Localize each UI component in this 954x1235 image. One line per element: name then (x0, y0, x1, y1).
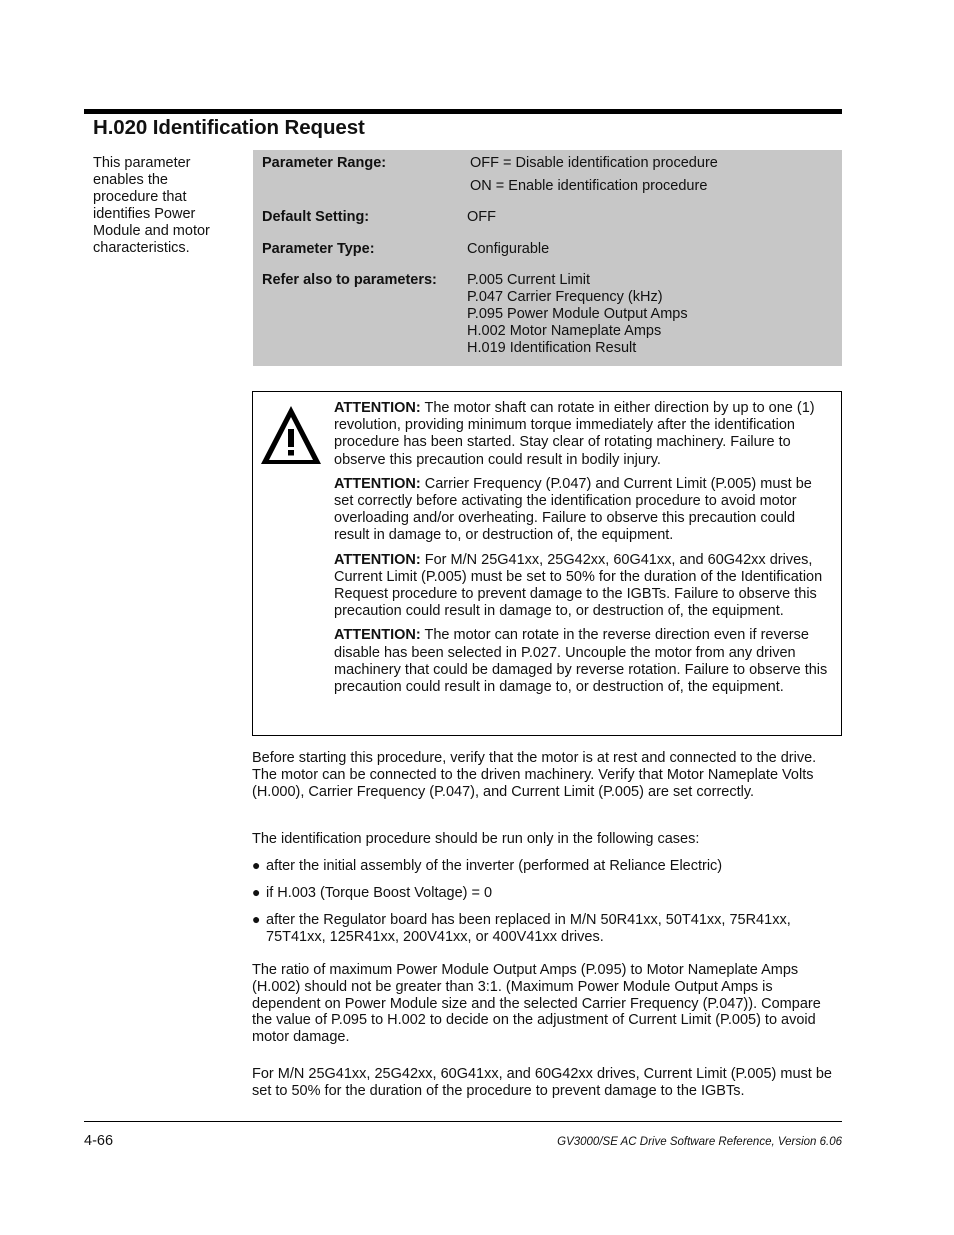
footer-doc-title: GV3000/SE AC Drive Software Reference, Version 6.06 (557, 1136, 842, 1148)
range-value-on: ON = Enable identification procedure (470, 178, 708, 194)
parameter-range-values (470, 155, 718, 195)
page-number: 4-66 (84, 1133, 114, 1149)
list-item: ● after the initial assembly of the inverter (performed at Reliance Electric) (252, 857, 723, 874)
body-paragraph: For M/N 25G41xx, 25G42xx, 60G41xx, and 60G42xx drives, Current Limit (P.005) must be set to 50% for the duration of the procedure to prevent damage to the IGBTs. (252, 1066, 832, 1099)
attention-label: ATTENTION: (334, 400, 421, 416)
parameter-range-label: Parameter Range: (262, 155, 387, 171)
attention-label: ATTENTION: (334, 475, 421, 492)
body-paragraph: Before starting this procedure, verify that the motor is at rest and connected to the drive. The motor can be connected to the driven machinery. Verify that Motor Nameplate Volts (H.000), Carrier Frequency (P.047), and Current Limit (P.005) are set correctly. (252, 750, 817, 800)
section-title: H.020 Identification Request (93, 116, 365, 139)
attention-text (334, 400, 829, 703)
attention-label: ATTENTION: (334, 627, 421, 644)
default-setting-label: Default Setting: (262, 209, 370, 225)
warning-triangle-icon (257, 400, 325, 468)
parameter-type-label: Parameter Type: (262, 241, 375, 257)
refer-item: P.005 Current Limit (467, 272, 591, 288)
parameter-type-value: Configurable (467, 241, 550, 257)
bullet-icon: ● (252, 884, 261, 900)
attention-label: ATTENTION: (334, 551, 421, 568)
parameter-description: This parameter enables the procedure that identifies Power Module and motor characteristics. (93, 155, 210, 256)
list-item: ● after the Regulator board has been replaced in M/N 50R41xx, 50T41xx, 75R41xx, 75T41xx, 125R41xx, 200V41xx, or 400V41xx drives. (252, 911, 791, 945)
default-setting-value: OFF (467, 209, 496, 225)
top-rule (84, 109, 842, 114)
attention-item: ATTENTION: For M/N 25G41xx, 25G42xx, 60G41xx, and 60G42xx drives, Current Limit (P.005) must be set to 50% for the duration of the Identification Request procedure to prevent damage to the IGBTs. Failure to observe this precaution could result in damage to, or destruction of, the equipment. (334, 551, 823, 620)
bullet-icon: ● (252, 911, 261, 927)
body-paragraph: The ratio of maximum Power Module Output Amps (P.095) to Motor Nameplate Amps (H.002) should not be greater than 3:1. (Maximum Power Module Output Amps is dependent on Power Module size and the selected Carrier Frequency (P.047)). Compare the value of P.095 to H.002 to decide on the adjustment of Current Limit (P.005) to avoid motor damage. (252, 962, 821, 1046)
range-value-off: OFF = Disable identification procedure (470, 155, 718, 171)
parameter-table (253, 150, 842, 366)
attention-item: ATTENTION: The motor can rotate in the reverse direction even if reverse disable has been selected in P.027. Uncouple the motor from any driven machinery that could be damaged by reverse rotation. Failure to observe this precaution could result in damage to, or destruction of, the equipment. (334, 627, 828, 696)
list-item: ● if H.003 (Torque Boost Voltage) = 0 (252, 884, 493, 901)
refer-item: P.047 Carrier Frequency (kHz) (467, 289, 663, 305)
attention-item: ATTENTION: Carrier Frequency (P.047) and Current Limit (P.005) must be set correctly before activating the identification procedure to avoid motor overloading and/or overheating. Failure to observe this precaution could result in damage to, or destruction of, the equipment. (334, 475, 812, 544)
bullet-icon: ● (252, 857, 261, 873)
refer-item: P.095 Power Module Output Amps (467, 306, 688, 322)
attention-box (252, 391, 842, 736)
refer-item: H.002 Motor Nameplate Amps (467, 323, 662, 339)
refer-also-values (467, 272, 688, 357)
refer-item: H.019 Identification Result (467, 340, 637, 356)
bottom-rule (84, 1121, 842, 1122)
refer-also-label: Refer also to parameters: (262, 272, 437, 288)
body-paragraph: The identification procedure should be run only in the following cases: (252, 831, 700, 847)
attention-item: ATTENTION: The motor shaft can rotate in either direction by up to one (1) revolution, providing minimum torque immediately after the identification procedure has been started. Stay clear of rotating machinery. Failure to observe this precaution could result in bodily injury. (334, 400, 815, 468)
